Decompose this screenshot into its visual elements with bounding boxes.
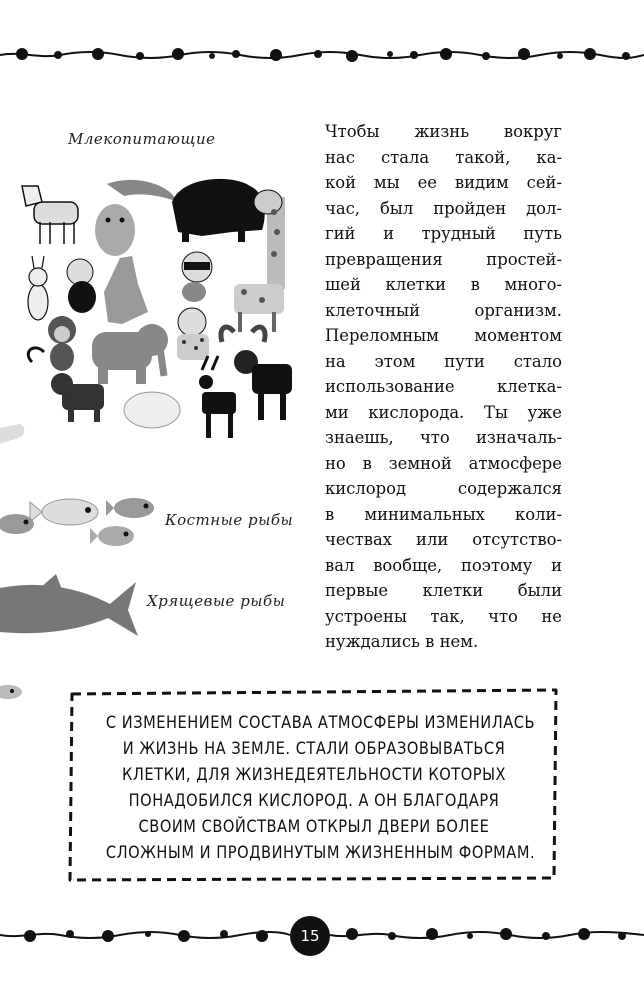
text-line: знаешь, что изначаль- — [325, 428, 562, 447]
callout-text — [105, 710, 536, 866]
text-line: кислород содержался — [325, 479, 562, 498]
callout-line: СЛОЖНЫМ И ПРОДВИНУТЫМ ЖИЗНЕННЫМ ФОРМАМ. — [105, 843, 536, 863]
cartilaginous-fish-label: Хрящевые рыбы — [147, 592, 286, 610]
text-line: использование клетка- — [325, 377, 562, 396]
text-line: шей клетки в много- — [325, 275, 562, 294]
text-line: вал вообще, поэтому и — [325, 555, 562, 575]
goat-icon — [22, 186, 78, 244]
text-line: кой мы ее видим сей- — [325, 173, 562, 192]
fish-icon — [90, 526, 134, 546]
text-line: нас стала такой, ка- — [325, 147, 562, 167]
fox-icon — [67, 259, 96, 313]
seal-icon — [95, 204, 135, 256]
text-line: превращения простей- — [325, 249, 562, 269]
top-dotted-border — [0, 25, 644, 85]
callout-line: КЛЕТКИ, ДЛЯ ЖИЗНЕДЕЯТЕЛЬНОСТИ КОТОРЫХ — [121, 765, 507, 785]
text-line: в минимальных коли- — [325, 504, 562, 524]
text-line: Чтобы жизнь вокруг — [325, 122, 562, 141]
text-line: устроены так, что не — [325, 606, 562, 626]
text-line: час, был пройден дол- — [325, 198, 562, 218]
fish-icon — [30, 499, 98, 525]
left-edge-decoration-icon — [0, 422, 30, 462]
monkey-icon — [28, 316, 76, 371]
bison-icon — [172, 179, 265, 242]
callout-line: СВОИМ СВОЙСТВАМ ОТКРЫЛ ДВЕРИ БОЛЕЕ — [138, 817, 490, 837]
text-line: гий и трудный путь — [325, 224, 562, 243]
page-number: 15 — [290, 916, 330, 956]
elephant-icon — [92, 324, 168, 384]
bony-fish-illustration — [0, 490, 170, 552]
text-line: чествах или отсутство- — [325, 530, 562, 549]
text-line: Переломным моментом — [325, 326, 562, 345]
kangaroo-icon — [104, 256, 148, 324]
mammals-label: Млекопитающие — [68, 130, 216, 148]
leopard-icon — [177, 308, 209, 360]
shark-icon — [0, 574, 140, 646]
text-line: на этом пути стало — [325, 351, 562, 371]
callout-line: ПОНАДОБИЛСЯ КИСЛОРОД. А ОН БЛАГОДАРЯ — [128, 791, 500, 811]
fish-icon — [0, 514, 34, 534]
text-line: но в земной атмосфере — [325, 453, 562, 473]
text-line: первые клетки были — [325, 581, 562, 600]
rabbit-icon — [28, 256, 48, 320]
mammals-illustration — [12, 172, 302, 442]
raccoon-icon — [182, 252, 212, 302]
callout-line: С ИЗМЕНЕНИЕМ СОСТАВА АТМОСФЕРЫ ИЗМЕНИЛАСЬ — [105, 713, 536, 733]
deer-icon — [199, 356, 236, 438]
callout-line: И ЖИЗНЬ НА ЗЕМЛЕ. СТАЛИ ОБРАЗОВЫВАТЬСЯ — [122, 739, 506, 759]
polar-bear-icon — [124, 392, 180, 428]
partial-fish-icon — [0, 682, 24, 702]
dolphin-icon — [107, 180, 178, 202]
bull-icon — [51, 373, 104, 422]
text-line: клеточный организм. — [325, 300, 562, 320]
fish-icon — [106, 498, 154, 518]
bony-fish-label: Костные рыбы — [165, 511, 294, 529]
text-line: нуждались в нем. — [325, 632, 479, 651]
text-line: ми кислорода. Ты уже — [325, 402, 562, 422]
body-paragraph — [325, 119, 562, 655]
